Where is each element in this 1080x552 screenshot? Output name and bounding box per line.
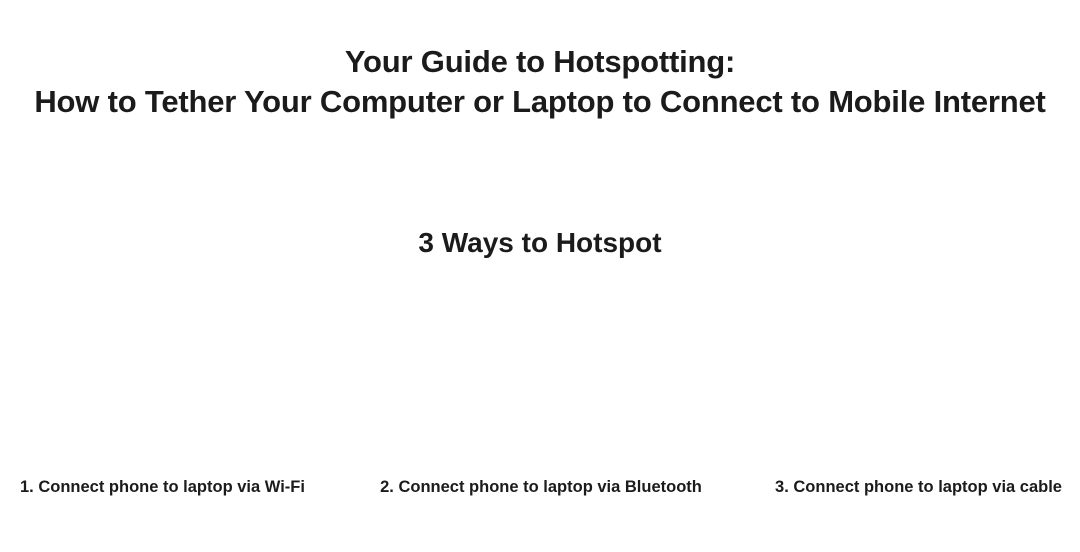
method-column-2 bbox=[364, 476, 718, 498]
page-title-line-2: How to Tether Your Computer or Laptop to Connect to Mobile Internet bbox=[34, 84, 1046, 119]
method-caption-1: 1. Connect phone to laptop via Wi-Fi bbox=[20, 478, 305, 496]
methods-row bbox=[0, 476, 1080, 498]
section-heading: 3 Ways to Hotspot bbox=[418, 227, 662, 258]
page-title bbox=[0, 42, 1080, 122]
page-title-line-1: Your Guide to Hotspotting: bbox=[344, 44, 736, 79]
method-column-3 bbox=[718, 476, 1080, 498]
method-column-1 bbox=[0, 476, 364, 498]
method-caption-2: 2. Connect phone to laptop via Bluetooth bbox=[380, 478, 702, 496]
method-caption-3: 3. Connect phone to laptop via cable bbox=[775, 478, 1062, 496]
